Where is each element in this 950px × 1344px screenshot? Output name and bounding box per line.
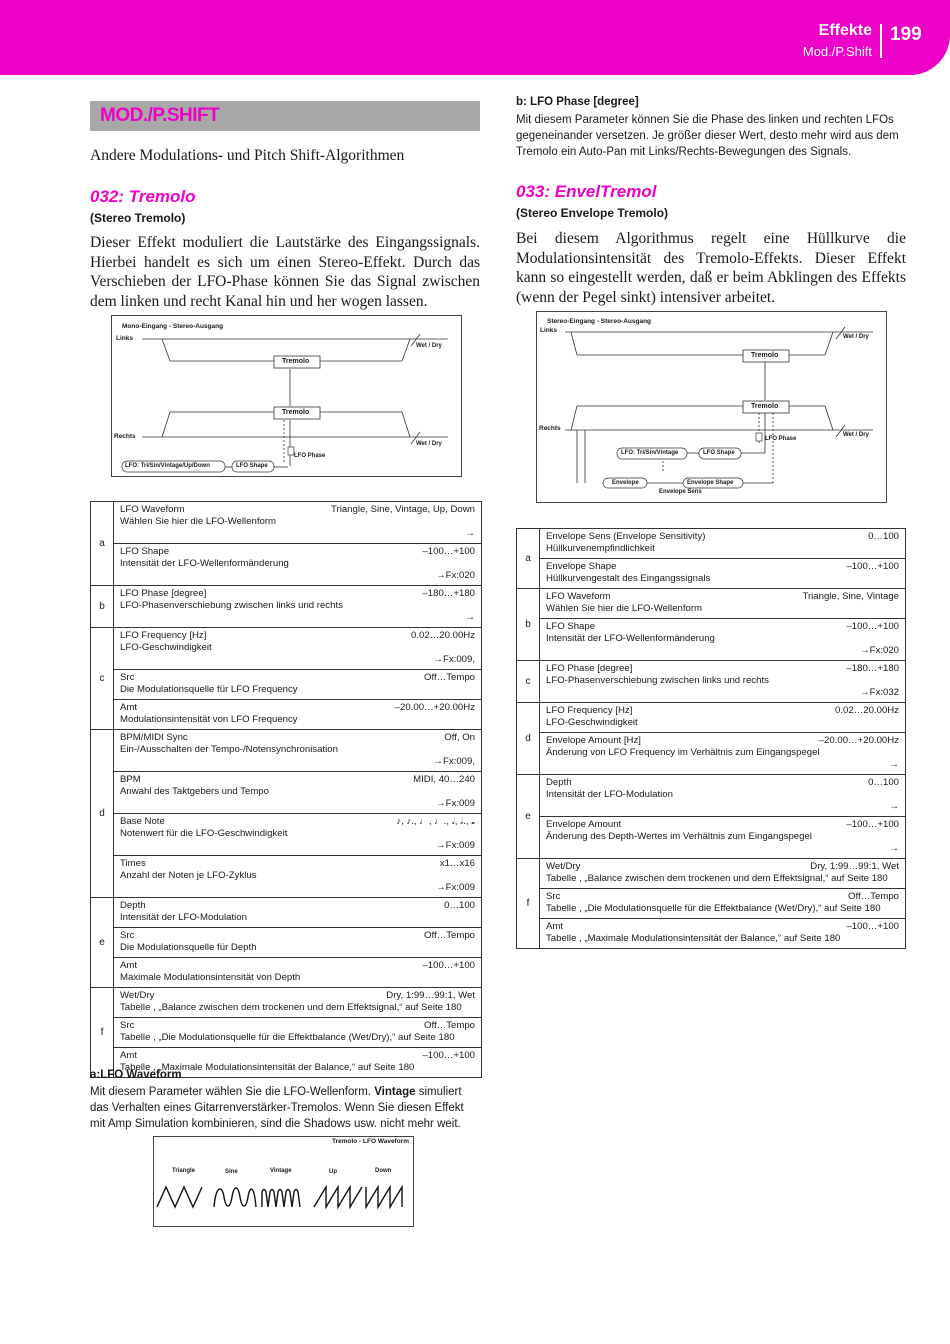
header-divider — [880, 24, 882, 58]
param-row — [517, 529, 906, 559]
wave-sine — [214, 1188, 256, 1207]
wave-up — [314, 1187, 362, 1207]
param-cell — [540, 817, 906, 859]
param-range: MIDI, 40…240 — [413, 774, 475, 785]
param-desc: Ein-/Ausschalten der Tempo-/Notensynchronisation — [120, 744, 338, 755]
param-desc: Anzahl der Noten je LFO-Zyklus — [120, 870, 257, 881]
param-cell — [114, 928, 482, 958]
param-ref: →Fx:020 — [436, 570, 475, 581]
param-cell — [540, 859, 906, 889]
param-desc: LFO-Geschwindigkeit — [546, 717, 638, 728]
param-row — [517, 661, 906, 703]
param-group-label: c — [91, 628, 114, 730]
param-name: LFO Shape — [546, 621, 596, 632]
param-ref: →Fx:009 — [436, 798, 475, 809]
param-cell — [540, 919, 906, 949]
param-group-label: f — [91, 988, 114, 1078]
param-desc: Hüllkurvengestalt des Eingangssignals — [546, 573, 711, 584]
param-name: Amt — [120, 702, 138, 713]
param-group-label: d — [91, 730, 114, 898]
param-cell — [114, 898, 482, 928]
lfo-phase-text: Mit diesem Parameter können Sie die Phase des linken und rechten LFOs gegeneinander versetzen. Je größer dieser Wert, desto mehr wird aus dem Tremolo ein Auto-Pan mit Links/Rechts-Bewegungen des Signals. — [516, 114, 899, 158]
param-ref: → — [465, 528, 475, 539]
param-row — [91, 730, 482, 772]
env-diagram-block-1: Tremolo — [751, 352, 779, 359]
param-name: Depth — [546, 777, 572, 788]
param-name: Depth — [120, 900, 146, 911]
param-cell — [540, 589, 906, 619]
param-ref: →Fx:009, — [433, 756, 475, 767]
diagram-wetdry-2: Wet / Dry — [416, 441, 442, 447]
param-row — [517, 703, 906, 733]
param-name: LFO Frequency [Hz] — [120, 630, 207, 641]
param-range: –100…+100 — [422, 546, 475, 557]
param-name: LFO Phase [degree] — [120, 588, 207, 599]
param-cell — [540, 619, 906, 661]
param-desc: LFO-Geschwindigkeit — [120, 642, 212, 653]
param-group-label: d — [517, 703, 540, 775]
param-row — [517, 559, 906, 589]
param-desc: Tabelle , „Die Modulationsquelle für die Effektbalance (Wet/Dry),“ auf Seite 180 — [546, 903, 881, 914]
diagram-right-label: Rechts — [114, 433, 136, 440]
param-row — [91, 700, 482, 730]
param-name: Src — [120, 672, 135, 683]
param-range: Triangle, Sine, Vintage, Up, Down — [331, 504, 475, 515]
header-subsection: Mod./P.Shift — [802, 44, 872, 59]
param-group-label: e — [91, 898, 114, 988]
param-ref: →Fx:009 — [436, 840, 475, 851]
param-cell — [114, 670, 482, 700]
param-ref: →Fx:009, — [433, 654, 475, 665]
param-ref: →Fx:009 — [436, 882, 475, 893]
param-row — [517, 619, 906, 661]
param-range: Off…Tempo — [423, 672, 475, 683]
param-group-label: a — [91, 502, 114, 586]
waveform-heading: a:LFO Waveform — [90, 1069, 182, 1081]
param-cell — [114, 628, 482, 670]
lfo-phase-heading: b: LFO Phase [degree] — [516, 96, 639, 108]
param-range: ♪, ♪., ♩, ♩., 𝅗𝅥, 𝅗𝅥., 𝅝 — [396, 816, 475, 827]
param-range: –100…+100 — [846, 621, 899, 632]
param-range: Off…Tempo — [847, 891, 899, 902]
param-desc: Tabelle , „Maximale Modulationsintensität der Balance,“ auf Seite 180 — [120, 1062, 415, 1073]
env-diagram-envsens: Envelope Sens — [659, 489, 702, 495]
env-diagram-lfoshape: LFO Shape — [703, 450, 735, 456]
param-desc: Intensität der LFO-Wellenformänderung — [120, 558, 289, 569]
param-desc: Änderung des Depth-Wertes im Verhältnis zum Eingangspegel — [546, 831, 812, 842]
waveform-text — [90, 1084, 482, 1132]
param-name: Src — [120, 930, 135, 941]
param-desc: Intensität der LFO-Modulation — [120, 912, 247, 923]
param-range: x1…x16 — [439, 858, 475, 869]
tremolo-title: 032: Tremolo — [90, 187, 196, 206]
param-range: –100…+100 — [846, 819, 899, 830]
param-range: Triangle, Sine, Vintage — [802, 591, 899, 602]
env-diagram-lfowave: LFO: Tri/Sin/Vintage — [621, 450, 679, 456]
param-desc: LFO-Phasenverschiebung zwischen links und rechts — [546, 675, 769, 686]
param-row — [517, 859, 906, 889]
param-range: Off…Tempo — [423, 1020, 475, 1031]
param-row — [517, 889, 906, 919]
diagram-io-label: Mono-Eingang - Stereo-Ausgang — [122, 323, 224, 330]
param-name: LFO Frequency [Hz] — [546, 705, 633, 716]
diagram-tremolo-block-2: Tremolo — [282, 409, 310, 416]
env-diagram-wetdry-2: Wet / Dry — [843, 432, 869, 438]
section-title: MOD./P.SHIFT — [100, 105, 220, 126]
param-name: Envelope Amount — [546, 819, 622, 830]
param-desc: Maximale Modulationsintensität von Depth — [120, 972, 301, 983]
enveltremol-block-diagram — [536, 311, 887, 503]
param-group-label: b — [517, 589, 540, 661]
diagram-left-label: Links — [116, 335, 133, 342]
diagram-lfowave: LFO: Tri/Sin/Vintage/Up/Down — [125, 463, 210, 469]
param-ref: → — [889, 759, 899, 770]
param-cell — [540, 733, 906, 775]
param-range: Dry, 1:99…99:1, Wet — [386, 990, 475, 1001]
param-desc: Modulationsintensität von LFO Frequency — [120, 714, 298, 725]
param-group-label: e — [517, 775, 540, 859]
tremolo-parameter-table — [90, 501, 482, 1078]
section-intro: Andere Modulations- und Pitch Shift-Algorithmen — [90, 147, 405, 164]
param-desc: LFO-Phasenverschiebung zwischen links und rechts — [120, 600, 343, 611]
param-range: –100…+100 — [846, 561, 899, 572]
param-ref: →Fx:020 — [860, 645, 899, 656]
param-name: LFO Waveform — [120, 504, 185, 515]
param-cell — [540, 703, 906, 733]
param-name: Src — [120, 1020, 135, 1031]
param-name: LFO Waveform — [546, 591, 611, 602]
tremolo-description: Dieser Effekt moduliert die Lautstärke des Eingangssignals. Hierbei handelt es sich um einen Stereo-Effekt. Durch das Verschieben der LFO-Phase können Sie das Signal zwischen dem linken und recht Kanal hin und her wogen lassen. — [90, 234, 480, 310]
wave-down — [366, 1187, 402, 1207]
param-desc: Tabelle , „Balance zwischen dem trockenen und dem Effektsignal,“ auf Seite 180 — [120, 1002, 462, 1013]
param-cell — [114, 988, 482, 1018]
param-range: –180…+180 — [846, 663, 899, 674]
section-title-bar — [90, 101, 480, 131]
param-name: Amt — [546, 921, 564, 932]
wave-vintage — [262, 1190, 300, 1208]
param-desc: Tabelle , „Maximale Modulationsintensität der Balance,“ auf Seite 180 — [546, 933, 841, 944]
param-row — [91, 814, 482, 856]
param-name: BPM — [120, 774, 141, 785]
param-cell — [540, 775, 906, 817]
param-name: Envelope Shape — [546, 561, 617, 572]
env-diagram-wetdry-1: Wet / Dry — [843, 334, 869, 340]
env-diagram-right: Rechts — [539, 425, 561, 432]
param-row — [91, 544, 482, 586]
param-desc: Die Modulationsquelle für LFO Frequency — [120, 684, 298, 695]
waveform-text-1: Mit diesem Parameter wählen Sie die LFO-Wellenform. — [90, 1086, 372, 1098]
param-name: Envelope Sens (Envelope Sensitivity) — [546, 531, 706, 542]
waveform-label-down: Down — [375, 1168, 392, 1174]
param-range: Off…Tempo — [423, 930, 475, 941]
param-desc: Notenwert für die LFO-Geschwindigkeit — [120, 828, 288, 839]
waveform-text-bold: Vintage — [374, 1086, 416, 1098]
param-range: 0…100 — [868, 777, 899, 788]
param-desc: Anwahl des Taktgebers und Tempo — [120, 786, 269, 797]
env-diagram-left: Links — [540, 327, 557, 334]
param-name: LFO Shape — [120, 546, 170, 557]
param-row — [91, 772, 482, 814]
param-group-label: c — [517, 661, 540, 703]
param-group-label: b — [91, 586, 114, 628]
param-cell — [540, 661, 906, 703]
param-ref: → — [889, 843, 899, 854]
param-row — [91, 1018, 482, 1048]
wave-triangle — [157, 1187, 202, 1207]
param-row — [91, 988, 482, 1018]
param-name: Amt — [120, 1050, 138, 1061]
param-range: 0…100 — [868, 531, 899, 542]
param-desc: Wählen Sie hier die LFO-Wellenform — [546, 603, 703, 614]
param-row — [517, 919, 906, 949]
param-cell — [114, 586, 482, 628]
diagram-wetdry-1: Wet / Dry — [416, 343, 442, 349]
param-cell — [114, 772, 482, 814]
param-row — [91, 958, 482, 988]
param-cell — [540, 889, 906, 919]
param-row — [91, 928, 482, 958]
diagram-lfoshape: LFO Shape — [236, 463, 268, 469]
param-ref: → — [465, 612, 475, 623]
param-row — [91, 502, 482, 544]
diagram-lfophase: LFO Phase — [294, 453, 326, 459]
enveltremol-description: Bei diesem Algorithmus regelt eine Hüllkurve die Modulationsintensität des Tremolo-Effekts. Dieser Effekt kann so eingestellt werden, daß er beim Abklingen des Effekts (wenn der Pegel sinkt) intensiver arbeitet. — [516, 230, 906, 306]
param-cell — [540, 559, 906, 589]
param-range: –100…+100 — [846, 921, 899, 932]
env-diagram-lfophase: LFO Phase — [765, 436, 797, 442]
param-range: –100…+100 — [422, 960, 475, 971]
waveform-figure — [153, 1136, 414, 1227]
enveltremol-subtitle: (Stereo Envelope Tremolo) — [516, 206, 669, 220]
waveform-label-vintage: Vintage — [270, 1168, 292, 1174]
param-cell — [114, 700, 482, 730]
param-range: –100…+100 — [422, 1050, 475, 1061]
param-desc: Intensität der LFO-Modulation — [546, 789, 673, 800]
param-desc: Tabelle , „Die Modulationsquelle für die Effektbalance (Wet/Dry),“ auf Seite 180 — [120, 1032, 455, 1043]
param-name: Base Note — [120, 816, 165, 827]
param-desc: Hüllkurvenempfindlichkeit — [546, 543, 655, 554]
waveform-label-up: Up — [329, 1169, 337, 1175]
param-range: 0.02…20.00Hz — [835, 705, 899, 716]
param-cell — [114, 544, 482, 586]
param-group-label: a — [517, 529, 540, 589]
param-row — [517, 589, 906, 619]
param-cell — [540, 529, 906, 559]
page-number: 199 — [890, 24, 922, 45]
param-range: Dry, 1:99…99:1, Wet — [810, 861, 899, 872]
tremolo-block-diagram — [111, 315, 462, 477]
param-name: LFO Phase [degree] — [546, 663, 633, 674]
env-diagram-envshape: Envelope Shape — [687, 480, 734, 486]
param-name: Wet/Dry — [546, 861, 581, 872]
enveltremol-title: 033: EnvelTremol — [516, 182, 657, 201]
waveform-label-triangle: Triangle — [172, 1168, 196, 1174]
waveform-graphics — [154, 1137, 413, 1226]
param-row — [91, 670, 482, 700]
param-name: Amt — [120, 960, 138, 971]
param-name: Times — [120, 858, 146, 869]
env-diagram-envelope: Envelope — [612, 480, 639, 486]
param-row — [91, 898, 482, 928]
waveform-fig-title: Tremolo - LFO Waveform — [331, 1138, 409, 1145]
param-cell — [114, 1018, 482, 1048]
param-ref: →Fx:032 — [860, 687, 899, 698]
enveltremol-parameter-table — [516, 528, 906, 949]
param-range: –180…+180 — [422, 588, 475, 599]
param-range: –20.00…+20.00Hz — [394, 702, 475, 713]
waveform-text-2: simuliert das Verhalten eines Gitarrenverstärker-Tremolos. Wenn Sie diesen Effekt mit Amp Simulation kombinieren, sind die Shadows usw. nicht mehr weit. — [90, 1086, 464, 1130]
param-range: –20.00…+20.00Hz — [818, 735, 899, 746]
param-name: Src — [546, 891, 561, 902]
param-name: Envelope Amount [Hz] — [546, 735, 641, 746]
param-cell — [114, 958, 482, 988]
param-desc: Wählen Sie hier die LFO-Wellenform — [120, 516, 277, 527]
param-row — [91, 586, 482, 628]
param-range: 0…100 — [444, 900, 475, 911]
param-desc: Änderung von LFO Frequency im Verhältnis zum Eingangspegel — [546, 747, 820, 758]
param-row — [517, 775, 906, 817]
param-desc: Intensität der LFO-Wellenformänderung — [546, 633, 715, 644]
param-group-label: f — [517, 859, 540, 949]
param-row — [91, 628, 482, 670]
param-row — [517, 733, 906, 775]
param-desc: Tabelle , „Balance zwischen dem trockenen und dem Effektsignal,“ auf Seite 180 — [546, 873, 888, 884]
param-row — [517, 817, 906, 859]
param-cell — [114, 814, 482, 856]
param-cell — [114, 730, 482, 772]
param-cell — [114, 502, 482, 544]
param-range: 0.02…20.00Hz — [411, 630, 475, 641]
diagram-tremolo-block-1: Tremolo — [282, 358, 310, 365]
param-row — [91, 856, 482, 898]
page-header — [0, 0, 950, 75]
param-name: BPM/MIDI Sync — [120, 732, 188, 743]
env-diagram-block-2: Tremolo — [751, 403, 779, 410]
param-ref: → — [889, 801, 899, 812]
param-name: Wet/Dry — [120, 990, 155, 1001]
param-range: Off, On — [444, 732, 475, 743]
tremolo-subtitle: (Stereo Tremolo) — [90, 211, 186, 225]
param-cell — [114, 856, 482, 898]
waveform-label-sine: Sine — [225, 1169, 238, 1175]
header-section: Effekte — [818, 22, 872, 39]
param-desc: Die Modulationsquelle für Depth — [120, 942, 257, 953]
env-diagram-io: Stereo-Eingang - Stereo-Ausgang — [547, 318, 652, 325]
